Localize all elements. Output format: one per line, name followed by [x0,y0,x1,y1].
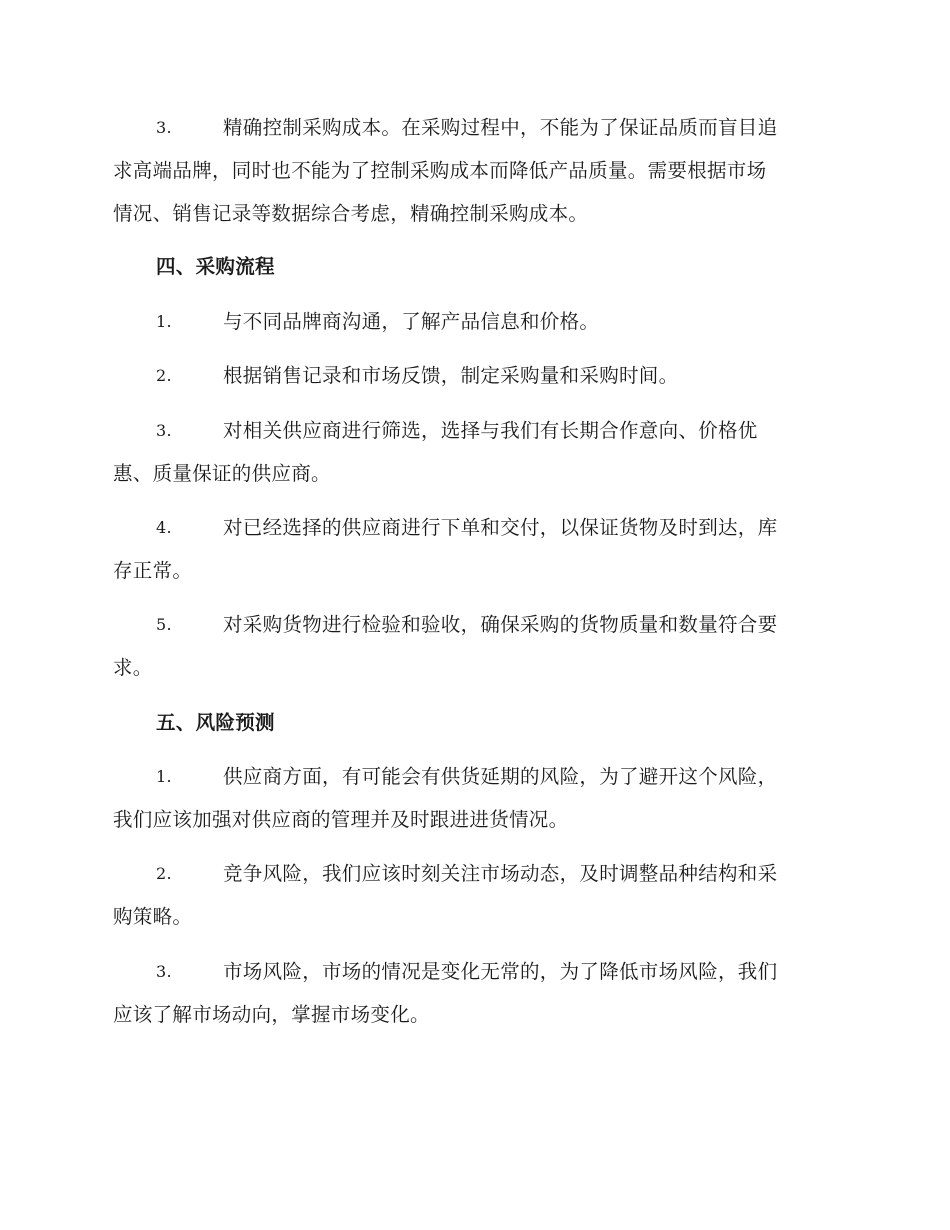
list-item-continuation: 惠、质量保证的供应商。 [113,462,331,485]
list-item-text: 竞争风险，我们应该时刻关注市场动态，及时调整品种结构和采 [223,862,778,885]
list-item [113,852,843,938]
list-item-text: 市场风险，市场的情况是变化无常的，为了降低市场风险，我们 [223,960,778,983]
list-item-number: 2. [156,864,172,883]
list-item [113,603,843,689]
list-item-number: 4. [156,518,172,537]
list-item [113,755,843,841]
list-item-number: 3. [156,118,172,137]
list-item-text: 供应商方面，有可能会有供货延期的风险，为了避开这个风险， [223,765,778,788]
list-item-number: 1. [156,312,172,331]
list-item-text: 对已经选择的供应商进行下单和交付，以保证货物及时到达，库 [223,516,778,539]
list-item [113,409,843,495]
list-item-continuation: 购策略。 [113,905,193,928]
section-heading-risk-forecast: 五、风险预测 [156,711,275,734]
list-item [113,950,843,1036]
list-item-continuation: 情况、销售记录等数据综合考虑，精确控制采购成本。 [113,202,589,225]
list-item-continuation: 求。 [113,656,153,679]
list-item-text: 对采购货物进行检验和验收，确保采购的货物质量和数量符合要 [223,613,778,636]
list-item-continuation: 求高端品牌，同时也不能为了控制采购成本而降低产品质量。需要根据市场 [113,159,767,182]
list-item-first-line [113,106,843,149]
list-item-continuation: 存正常。 [113,559,193,582]
list-item-text: 精确控制采购成本。在采购过程中，不能为了保证品质而盲目追 [223,116,778,139]
list-item-text: 根据销售记录和市场反馈，制定采购量和采购时间。 [223,364,679,387]
list-item-text: 对相关供应商进行筛选，选择与我们有长期合作意向、价格优 [223,419,758,442]
list-item [113,300,843,343]
list-item-number: 2. [156,366,172,385]
list-item-cost-control [113,106,843,235]
list-item-continuation: 应该了解市场动向，掌握市场变化。 [113,1003,430,1026]
list-item-continuation: 我们应该加强对供应商的管理并及时跟进进货情况。 [113,808,569,831]
list-item-number: 3. [156,421,172,440]
list-item [113,354,843,397]
section-heading-procurement-process: 四、采购流程 [156,255,275,278]
list-item-number: 3. [156,962,172,981]
list-item-text: 与不同品牌商沟通，了解产品信息和价格。 [223,310,600,333]
list-item-number: 1. [156,767,172,786]
list-item-number: 5. [156,615,172,634]
list-item [113,506,843,592]
